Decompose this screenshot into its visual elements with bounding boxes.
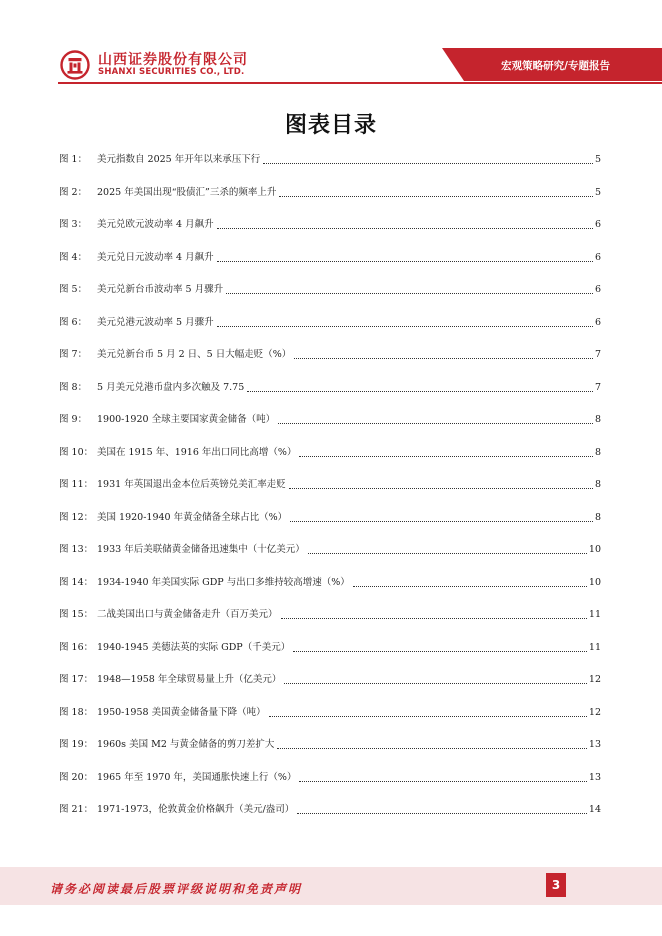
toc-entry[interactable] [59,214,601,232]
toc-entry[interactable] [59,637,601,655]
figure-title: 美国 1920-1940 年黄金储备全球占比（%） [97,511,288,523]
figure-page-number: 7 [594,349,601,360]
figure-title: 美元兑欧元波动率 4 月飙升 [97,219,214,230]
figure-page-number: 6 [594,316,601,328]
figure-title: 二战美国出口与黄金储备走升（百万美元） [97,609,278,620]
dot-leader [279,195,593,197]
report-type-label: 宏观策略研究/专题报告 [501,60,610,72]
figure-title: 1960s 美国 M2 与黄金储备的剪刀差扩大 [97,739,275,750]
figure-title: 1900-1920 全球主要国家黄金储备（吨） [97,414,276,425]
figure-title: 2025 年美国出现“股债汇”三杀的频率上升 [97,186,277,198]
page-number: 3 [546,873,566,897]
dot-leader [281,617,587,619]
figure-number: 图 7： [59,349,88,360]
figure-title: 1948—1958 年全球贸易量上升（亿美元） [97,674,282,685]
figure-title: 美元兑日元波动率 4 月飙升 [97,251,214,263]
dot-leader [217,227,593,229]
dot-leader [217,260,593,262]
toc-entry[interactable] [59,474,601,492]
figure-title: 1931 年英国退出金本位后英镑兑美汇率走贬 [97,479,286,490]
shanxi-securities-logo-icon [60,50,90,80]
dot-leader [263,162,593,164]
figure-number: 图 4： [59,251,88,263]
figure-title: 1934-1940 年美国实际 GDP 与出口多维持较高增速（%） [97,576,350,588]
company-name-cn: 山西证券股份有限公司 [98,52,248,68]
figure-number: 图 14： [59,576,94,588]
figure-page-number: 8 [594,511,601,523]
toc-entry[interactable] [59,702,601,720]
toc-entry[interactable] [59,507,601,525]
figure-page-number: 13 [588,771,601,783]
figure-number: 图 9： [59,414,88,425]
toc-entry[interactable] [59,377,601,395]
figure-number: 图 2： [59,186,88,198]
figure-title: 1965 年至 1970 年，美国通胀快速上行（%） [97,771,297,783]
figure-title: 1940-1945 美德法英的实际 GDP（千美元） [97,641,291,653]
figure-page-number: 6 [594,251,601,263]
figure-title: 1933 年后美联储黄金储备迅速集中（十亿美元） [97,544,305,555]
figure-page-number: 8 [594,446,601,458]
figure-title: 美元兑港元波动率 5 月骤升 [97,316,214,328]
figure-number: 图 17： [59,674,94,685]
dot-leader [284,682,587,684]
dot-leader [353,585,587,587]
dot-leader [308,552,587,554]
toc-entry[interactable] [59,572,601,590]
figure-number: 图 12： [59,511,94,523]
dot-leader [299,780,586,782]
figure-number: 图 8： [59,381,88,393]
figure-number: 图 16： [59,641,94,653]
dot-leader [277,747,587,749]
figure-page-number: 13 [588,739,601,750]
toc-entry[interactable] [59,279,601,297]
figure-number: 图 3： [59,219,88,230]
dot-leader [293,650,587,652]
figure-number: 图 21： [59,804,94,815]
page-title: 图表目录 [284,113,377,138]
dot-leader [217,325,593,327]
figure-page-number: 8 [594,414,601,425]
dot-leader [226,292,593,294]
page-header [0,0,662,100]
figure-page-number: 12 [588,706,601,718]
toc-entry[interactable] [59,149,601,167]
figure-page-number: 7 [594,381,601,393]
figure-title: 1950-1958 美国黄金储备量下降（吨） [97,706,266,718]
figure-page-number: 5 [594,154,601,165]
figure-page-number: 6 [594,219,601,230]
figure-title: 1971-1973，伦敦黄金价格飙升（美元/盎司） [97,804,295,815]
dot-leader [297,812,587,814]
figure-page-number: 10 [588,544,601,555]
figure-number: 图 5： [59,284,88,295]
figure-number: 图 18： [59,706,94,718]
figure-page-number: 12 [588,674,601,685]
company-name-en: SHANXI SECURITIES CO., LTD. [98,67,245,77]
figure-page-number: 5 [594,186,601,198]
figure-number: 图 1： [59,154,88,165]
dot-leader [289,487,593,489]
disclaimer-notice: 请务必阅读最后股票评级说明和免责声明 [50,882,303,896]
figure-number: 图 10： [59,446,94,458]
toc-entry[interactable] [59,182,601,200]
figure-title: 美元指数自 2025 年开年以来承压下行 [97,154,261,165]
toc-entry[interactable] [59,604,601,622]
toc-entry[interactable] [59,767,601,785]
figure-number: 图 19： [59,739,94,750]
figure-number: 图 13： [59,544,94,555]
dot-leader [294,357,593,359]
toc-entry[interactable] [59,539,601,557]
toc-entry[interactable] [59,247,601,265]
figure-title: 美国在 1915 年、1916 年出口同比高增（%） [97,446,297,458]
dot-leader [247,390,593,392]
figure-number: 图 11： [59,479,94,490]
toc-entry[interactable] [59,344,601,362]
dot-leader [290,520,593,522]
dot-leader [269,715,587,717]
toc-entry[interactable] [59,669,601,687]
dot-leader [299,455,593,457]
toc-entry[interactable] [59,312,601,330]
toc-entry[interactable] [59,734,601,752]
toc-entry[interactable] [59,799,601,817]
figure-page-number: 11 [588,609,601,620]
header-divider [58,82,662,84]
dot-leader [278,422,593,424]
toc-entry[interactable] [59,409,601,427]
figure-page-number: 11 [588,641,601,653]
figure-page-number: 8 [594,479,601,490]
figure-page-number: 10 [588,576,601,588]
figure-title: 美元兑新台币波动率 5 月骤升 [97,284,224,295]
figure-number: 图 15： [59,609,94,620]
toc-entry[interactable] [59,442,601,460]
figure-title: 5 月美元兑港币盘内多次触及 7.75 [97,381,245,393]
figure-page-number: 14 [588,804,601,815]
figure-number: 图 20： [59,771,94,783]
figure-page-number: 6 [594,284,601,295]
figure-title: 美元兑新台币 5 月 2 日、5 日大幅走贬（%） [97,349,292,360]
figure-number: 图 6： [59,316,88,328]
